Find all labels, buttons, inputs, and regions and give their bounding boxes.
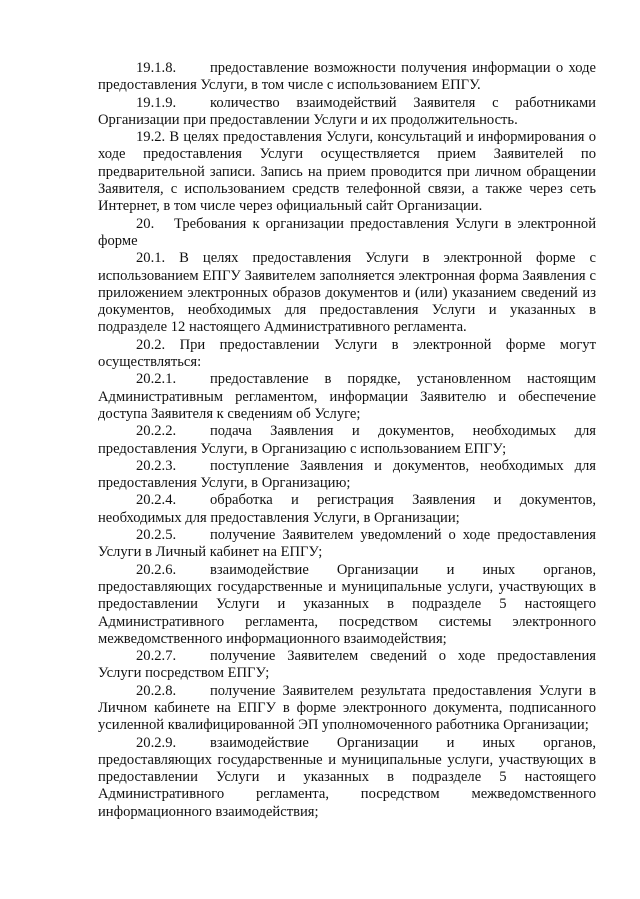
paragraph-20-2-1 bbox=[98, 371, 596, 423]
paragraph-20-2-7 bbox=[98, 648, 596, 683]
paragraph-text: В целях предоставления Услуги в электронной форме с использованием ЕПГУ Заявителем заполняется электронная форма Заявления с приложением электронных образов документов и (или) указанием сведений из документов, необходимых для предоставления Услуги и указанных в подразделе 12 настоящего Административного регламента. bbox=[98, 250, 596, 336]
paragraph-20-2-6 bbox=[98, 562, 596, 648]
paragraph-text: предоставление возможности получения информации о ходе предоставления Услуги, в том числе с использованием ЕПГУ. bbox=[98, 60, 596, 94]
paragraph-text: получение Заявителем результата предоставления Услуги в Личном кабинете на ЕПГУ в форме электронного документа, подписанного усиленной квалифицированной ЭП уполномоченного работника Организации; bbox=[98, 682, 596, 734]
paragraph-text: обработка и регистрация Заявления и документов, необходимых для предоставления Услуги, в Организации; bbox=[98, 492, 596, 526]
paragraph-number: 19.1.8. bbox=[136, 60, 177, 76]
paragraph-text: получение Заявителем сведений о ходе предоставления Услуги посредством ЕПГУ; bbox=[98, 648, 596, 682]
paragraph-text: предоставление в порядке, установленном настоящим Административным регламентом, информации Заявителю и обеспечение доступа Заявителя к сведениям об Услуге; bbox=[98, 371, 596, 422]
paragraph-20-2 bbox=[98, 337, 596, 372]
paragraph-number: 20.2.4. bbox=[136, 492, 177, 509]
paragraph-19-1-9 bbox=[98, 95, 596, 130]
paragraph-number: 20.2.6. bbox=[136, 561, 177, 578]
paragraph-20-1 bbox=[98, 250, 596, 336]
paragraph-text: взаимодействие Организации и иных органов, предоставляющих государственные и муниципальные услуги, участвующих в предоставлении Услуги и указанных в подразделе 5 настоящего Административного регламента, посредством межведомственного информационного взаимодействия; bbox=[98, 734, 596, 820]
paragraph-19-1-8 bbox=[98, 60, 596, 95]
paragraph-20-2-2 bbox=[98, 423, 596, 458]
paragraph-number: 19.2. bbox=[136, 129, 166, 146]
paragraph-text: Требования к организации предоставления Услуги в электронной форме bbox=[98, 215, 596, 249]
paragraph-text: подача Заявления и документов, необходимых для предоставления Услуги, в Организацию с использованием ЕПГУ; bbox=[98, 423, 596, 457]
paragraph-text: взаимодействие Организации и иных органов, предоставляющих государственные и муниципальные услуги, участвующих в предоставлении Услуги и указанных в подразделе 5 настоящего Административного регламента, посредством системы электронного межведомственного информационного взаимодействия; bbox=[98, 561, 596, 647]
paragraph-text: количество взаимодействий Заявителя с работниками Организации при предоставлении Услуги и их продолжительность. bbox=[98, 94, 596, 128]
paragraph-number: 20.1. bbox=[136, 250, 166, 267]
paragraph-text: получение Заявителем уведомлений о ходе предоставления Услуги в Личный кабинет на ЕПГУ; bbox=[98, 527, 596, 561]
document-page bbox=[98, 60, 596, 821]
paragraph-number: 20.2.1. bbox=[136, 371, 177, 388]
paragraph-text: При предоставлении Услуги в электронной форме могут осуществляться: bbox=[98, 336, 596, 371]
paragraph-number: 20.2.9. bbox=[136, 734, 177, 751]
paragraph-number: 20.2.8. bbox=[136, 682, 177, 699]
paragraph-number: 20.2.3. bbox=[136, 457, 177, 474]
paragraph-number: 20.2. bbox=[136, 336, 166, 353]
paragraph-number: 20.2.2. bbox=[136, 423, 177, 440]
paragraph-number: 19.1.9. bbox=[136, 94, 177, 111]
paragraph-number: 20.2.5. bbox=[136, 527, 177, 544]
section-heading-20 bbox=[98, 216, 596, 251]
paragraph-20-2-4 bbox=[98, 492, 596, 527]
paragraph-number: 20.2.7. bbox=[136, 648, 177, 665]
paragraph-19-2 bbox=[98, 129, 596, 215]
paragraph-20-2-9 bbox=[98, 735, 596, 821]
paragraph-number: 20. bbox=[136, 215, 155, 232]
paragraph-text: В целях предоставления Услуги, консультаций и информирования о ходе предоставления Услуги осуществляется прием Заявителей по предварительной записи. Запись на прием проводится при личном обращении Заявителя, с использованием средств телефонной связи, а также через сеть Интернет, в том числе через официальный сайт Организации. bbox=[98, 129, 596, 215]
paragraph-20-2-5 bbox=[98, 527, 596, 562]
paragraph-text: поступление Заявления и документов, необходимых для предоставления Услуги, в Организацию; bbox=[98, 457, 596, 492]
paragraph-20-2-8 bbox=[98, 683, 596, 735]
paragraph-20-2-3 bbox=[98, 458, 596, 493]
